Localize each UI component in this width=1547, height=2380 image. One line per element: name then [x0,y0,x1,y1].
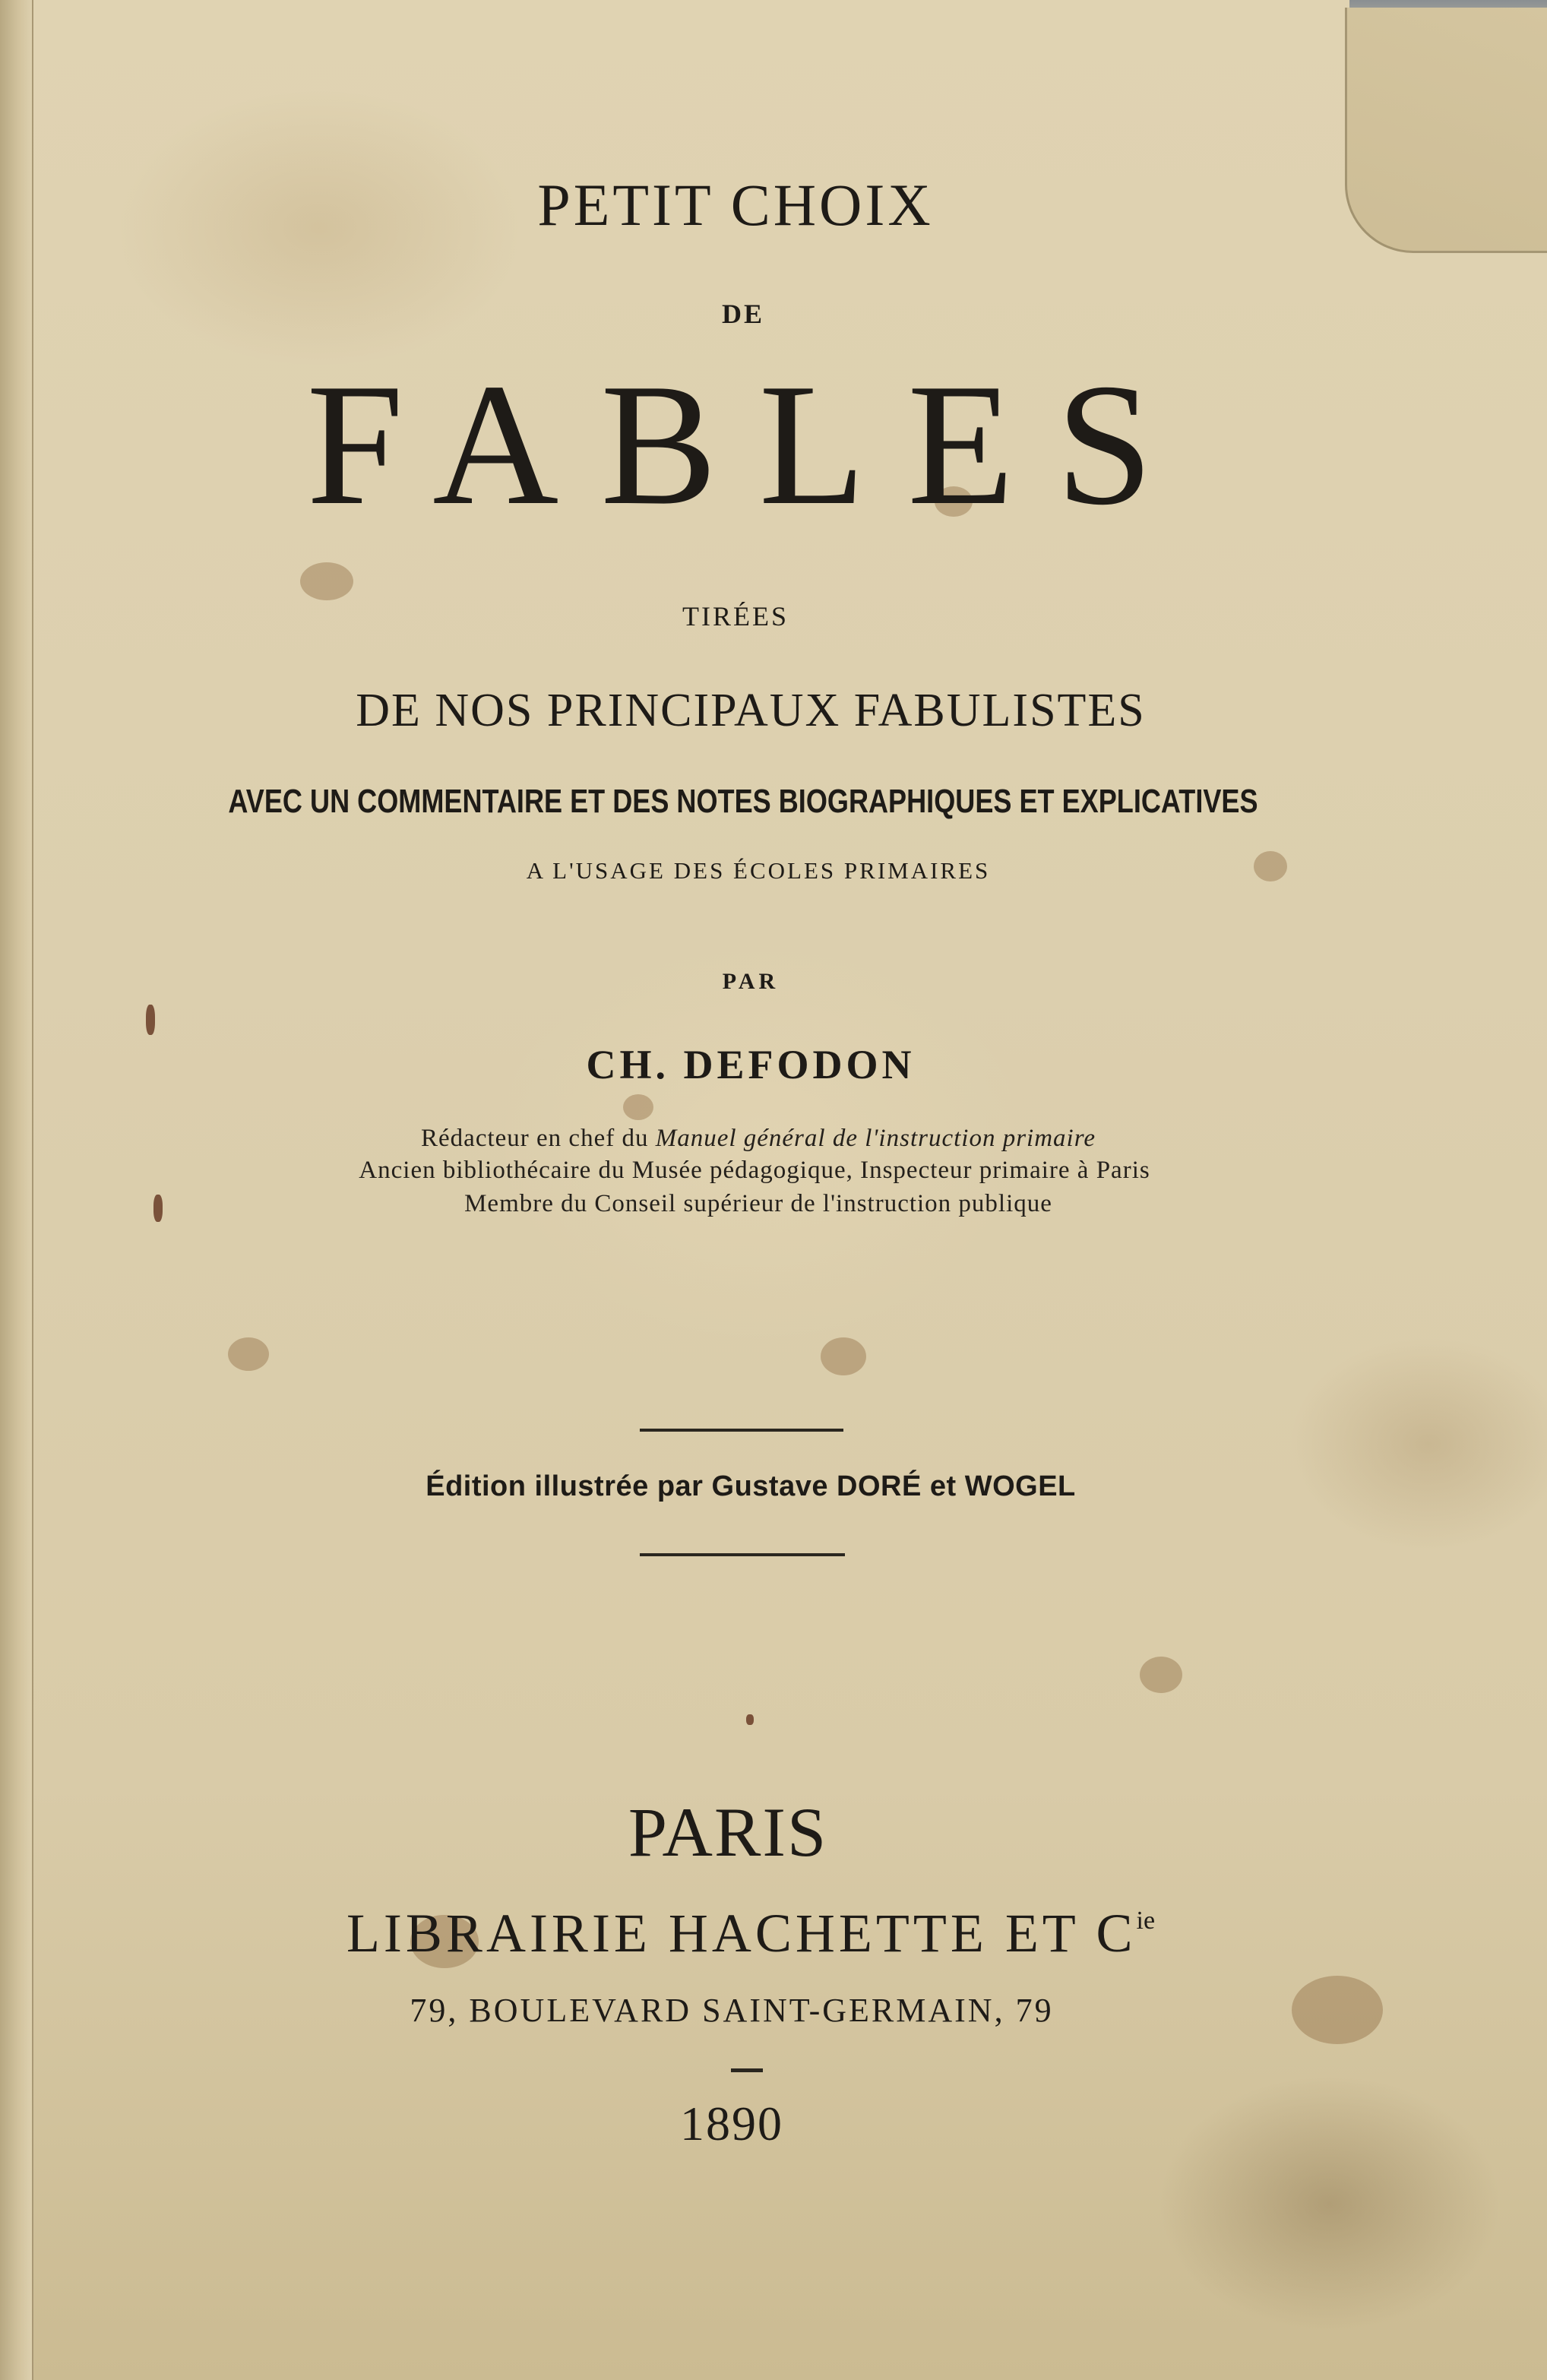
divider-bottom [640,1553,845,1556]
ink-mark [146,1005,155,1035]
imprint-publisher [0,1902,1524,1965]
credential-line-2: Ancien bibliothécaire du Musée pédagogique, Inspecteur primaire à Paris [359,1157,1150,1184]
credential-line-1 [0,1125,1532,1153]
stain [821,1337,866,1375]
publisher-name: LIBRAIRIE HACHETTE ET C [346,1903,1137,1964]
tirees-label: TIRÉES [682,601,789,631]
credential-prefix: Rédacteur en chef du [421,1125,656,1152]
stain [228,1337,269,1371]
imprint-city: PARIS [628,1793,828,1871]
imprint-year: 1890 [680,2097,783,2151]
usage-line: A L'USAGE DES ÉCOLES PRIMAIRES [526,857,991,884]
main-title: FABLES [306,347,1195,541]
commentary-line: AVEC UN COMMENTAIRE ET DES NOTES BIOGRAPHIQUES ET EXPLICATIVES [228,783,1258,820]
stain [1140,1657,1182,1693]
author-name: CH. DEFODON [586,1042,916,1087]
stain [300,562,353,600]
par-label: PAR [722,969,780,994]
divider-top [640,1429,843,1432]
credential-line-3: Membre du Conseil supérieur de l'instruction publique [464,1190,1052,1217]
stain [623,1094,653,1120]
edition-line: Édition illustrée par Gustave DORÉ et WOGEL [426,1470,1076,1502]
subtitle: DE NOS PRINCIPAUX FABULISTES [356,685,1146,736]
divider-short [731,2068,763,2072]
publisher-superscript: ie [1136,1907,1156,1935]
credential-journal-title: Manuel général de l'instruction primaire [655,1125,1096,1152]
ink-mark [746,1714,754,1725]
title-line-1: PETIT CHOIX [537,172,934,238]
imprint-address: 79, BOULEVARD SAINT-GERMAIN, 79 [410,1992,1054,2029]
title-de: DE [721,299,764,329]
